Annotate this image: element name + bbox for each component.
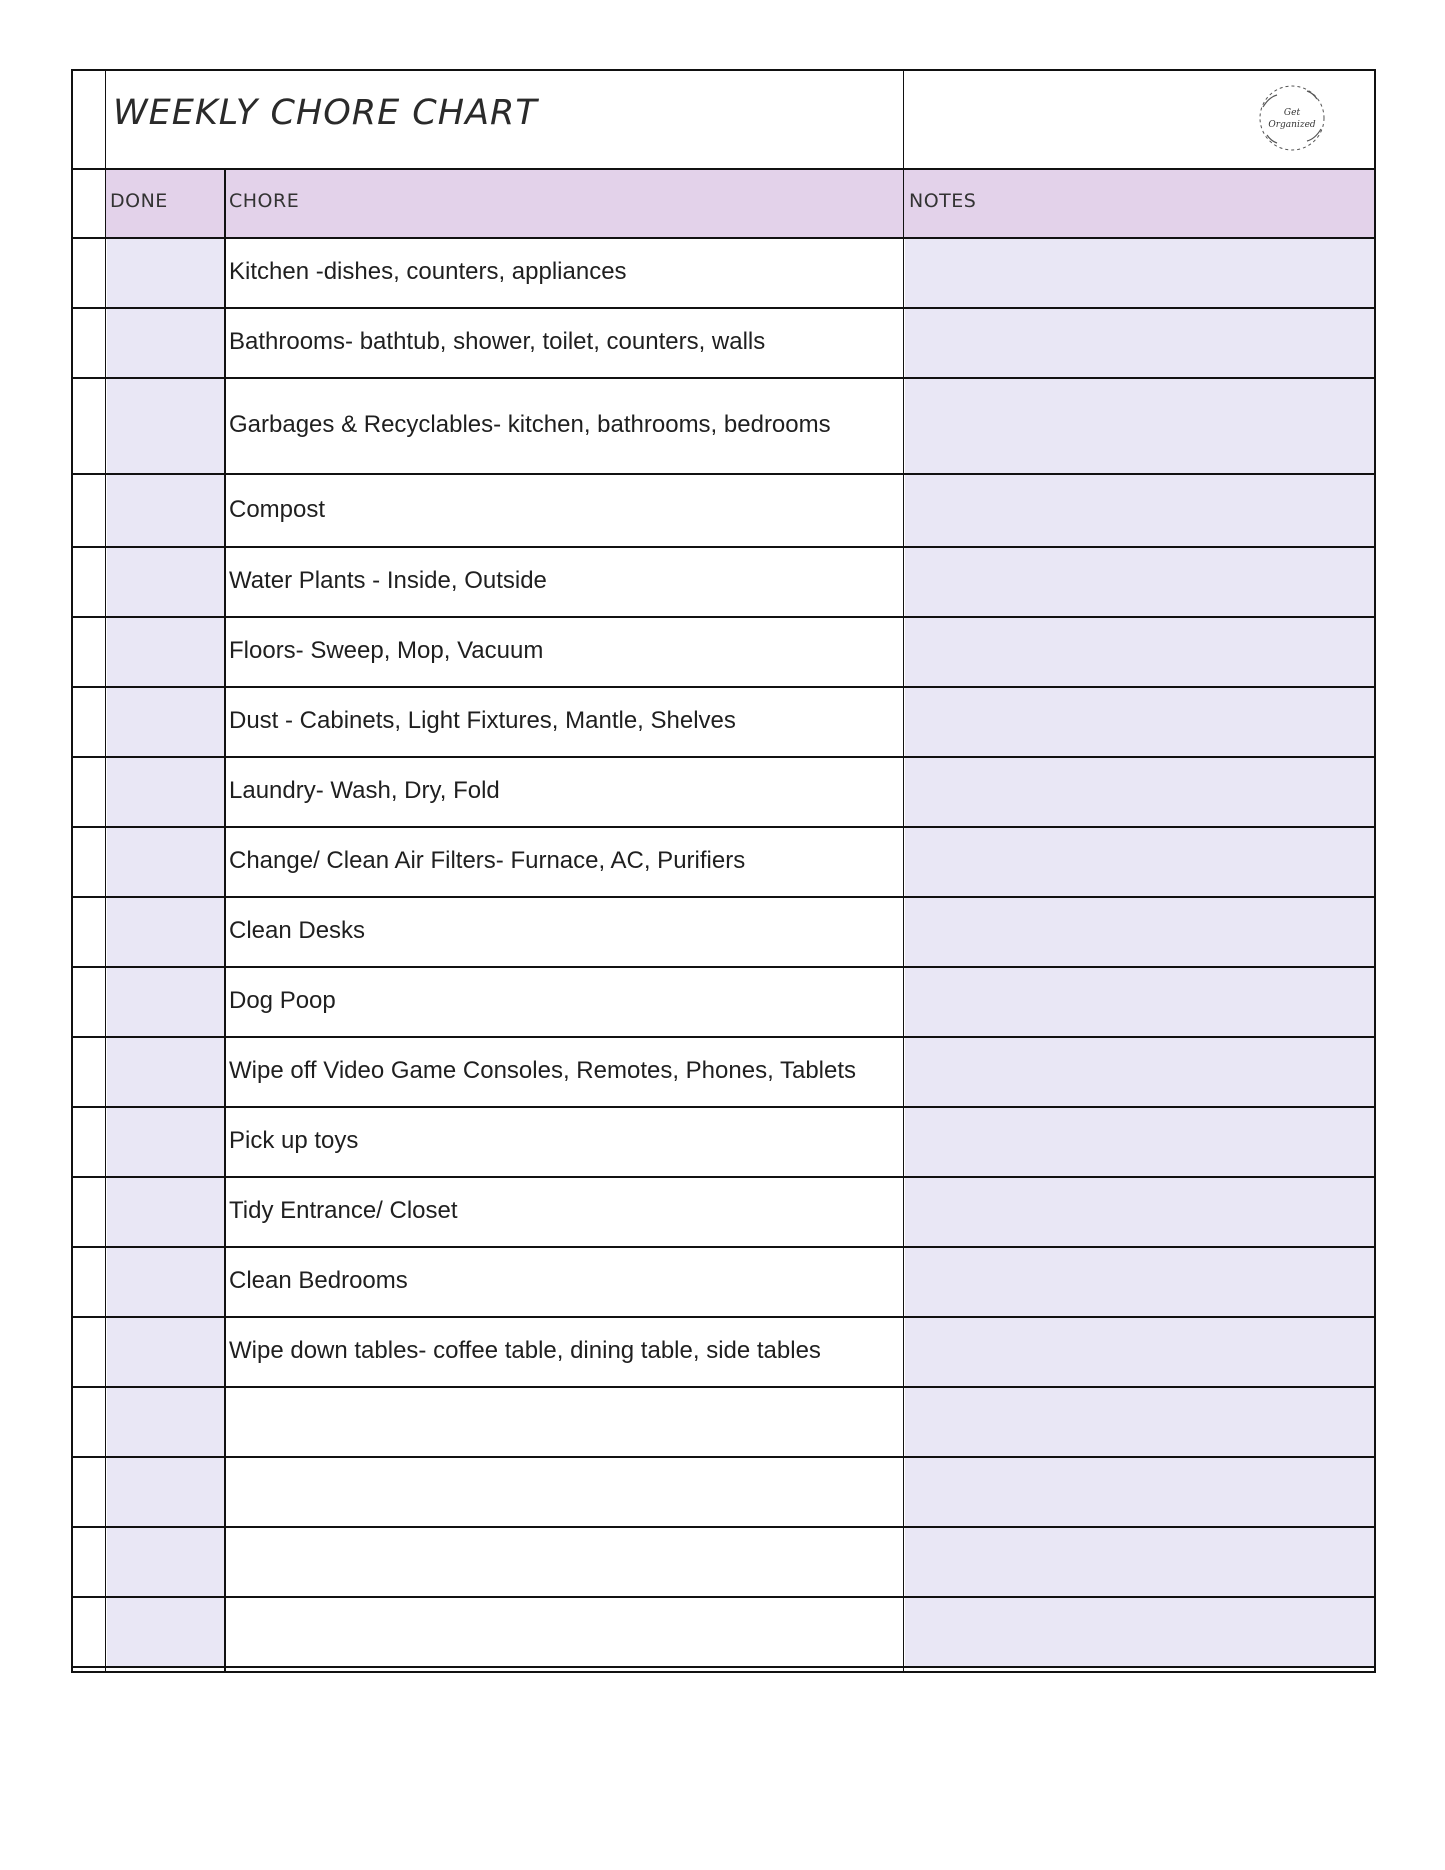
table-row (73, 966, 1374, 1036)
done-cell[interactable] (107, 1248, 224, 1316)
done-cell[interactable] (107, 898, 224, 966)
table-row (73, 546, 1374, 616)
table-row (73, 686, 1374, 756)
done-cell[interactable] (107, 1318, 224, 1386)
table-row (73, 1246, 1374, 1316)
done-cell[interactable] (107, 379, 224, 473)
notes-cell[interactable] (905, 968, 1374, 1036)
chore-text: Dog Poop (229, 987, 336, 1014)
chore-text: Water Plants - Inside, Outside (229, 567, 547, 594)
chore-text: Dust - Cabinets, Light Fixtures, Mantle, Shelves (229, 707, 736, 734)
chore-text: Pick up toys (229, 1127, 359, 1154)
done-cell[interactable] (107, 1388, 224, 1456)
table-row (73, 896, 1374, 966)
chore-text: Wipe down tables- coffee table, dining table, side tables (229, 1337, 821, 1364)
notes-cell[interactable] (905, 1038, 1374, 1106)
table-row (73, 1456, 1374, 1526)
header-chore: CHORE (229, 190, 300, 212)
title-divider (73, 168, 1374, 170)
chore-text: Clean Desks (229, 917, 366, 944)
table-row (73, 377, 1374, 473)
notes-cell[interactable] (905, 379, 1374, 473)
table-row (73, 1036, 1374, 1106)
logo-text-bottom: Organized (1268, 120, 1316, 130)
logo-text-top: Get (1283, 108, 1301, 118)
chore-text: Change/ Clean Air Filters- Furnace, AC, Purifiers (229, 847, 746, 874)
notes-cell[interactable] (905, 1388, 1374, 1456)
chore-text: Floors- Sweep, Mop, Vacuum (229, 637, 544, 664)
table-row (73, 237, 1374, 307)
row-divider (73, 1666, 1374, 1668)
header-done: DONE (110, 190, 168, 212)
done-cell[interactable] (107, 618, 224, 686)
table-row (73, 616, 1374, 686)
notes-cell[interactable] (905, 475, 1374, 546)
done-cell[interactable] (107, 475, 224, 546)
table-row (73, 1316, 1374, 1386)
notes-cell[interactable] (905, 1458, 1374, 1526)
notes-cell[interactable] (905, 1318, 1374, 1386)
table-row (73, 1526, 1374, 1596)
notes-cell[interactable] (905, 688, 1374, 756)
header-divider (73, 237, 1374, 239)
done-cell[interactable] (107, 1038, 224, 1106)
notes-cell[interactable] (905, 898, 1374, 966)
table-row (73, 1176, 1374, 1246)
chore-text: Tidy Entrance/ Closet (229, 1197, 458, 1224)
done-cell[interactable] (107, 688, 224, 756)
notes-cell[interactable] (905, 1178, 1374, 1246)
notes-cell[interactable] (905, 309, 1374, 377)
notes-cell[interactable] (905, 1598, 1374, 1666)
done-cell[interactable] (107, 828, 224, 896)
done-cell[interactable] (107, 758, 224, 826)
done-cell[interactable] (107, 309, 224, 377)
notes-cell[interactable] (905, 239, 1374, 307)
chore-chart-table (71, 69, 1376, 1673)
chore-text: Garbages & Recyclables- kitchen, bathrooms, bedrooms (229, 411, 831, 438)
notes-cell[interactable] (905, 548, 1374, 616)
done-cell[interactable] (107, 1178, 224, 1246)
chore-text: Clean Bedrooms (229, 1267, 408, 1294)
done-cell[interactable] (107, 239, 224, 307)
notes-cell[interactable] (905, 758, 1374, 826)
chore-text: Wipe off Video Game Consoles, Remotes, Phones, Tablets (229, 1057, 857, 1084)
done-cell[interactable] (107, 1108, 224, 1176)
notes-cell[interactable] (905, 1108, 1374, 1176)
notes-cell[interactable] (905, 828, 1374, 896)
page-title: WEEKLY CHORE CHART (113, 93, 538, 133)
table-row (73, 1106, 1374, 1176)
done-cell[interactable] (107, 968, 224, 1036)
header-notes: NOTES (909, 190, 977, 212)
chore-text: Kitchen -dishes, counters, appliances (229, 258, 627, 285)
chore-text: Bathrooms- bathtub, shower, toilet, counters, walls (229, 328, 766, 355)
notes-cell[interactable] (905, 618, 1374, 686)
done-cell[interactable] (107, 1598, 224, 1666)
col-line-notes (903, 71, 904, 1671)
table-row (73, 307, 1374, 377)
organized-logo (1251, 77, 1333, 159)
col-line-done (224, 168, 226, 1671)
table-row (73, 1596, 1374, 1666)
notes-cell[interactable] (905, 1248, 1374, 1316)
notes-cell[interactable] (905, 1528, 1374, 1596)
table-row (73, 473, 1374, 546)
chore-text: Compost (229, 496, 326, 523)
done-cell[interactable] (107, 1458, 224, 1526)
done-cell[interactable] (107, 1528, 224, 1596)
done-cell[interactable] (107, 548, 224, 616)
col-line-margin (105, 71, 106, 1671)
table-row (73, 1386, 1374, 1456)
chore-text: Laundry- Wash, Dry, Fold (229, 777, 500, 804)
table-row (73, 826, 1374, 896)
table-row (73, 756, 1374, 826)
